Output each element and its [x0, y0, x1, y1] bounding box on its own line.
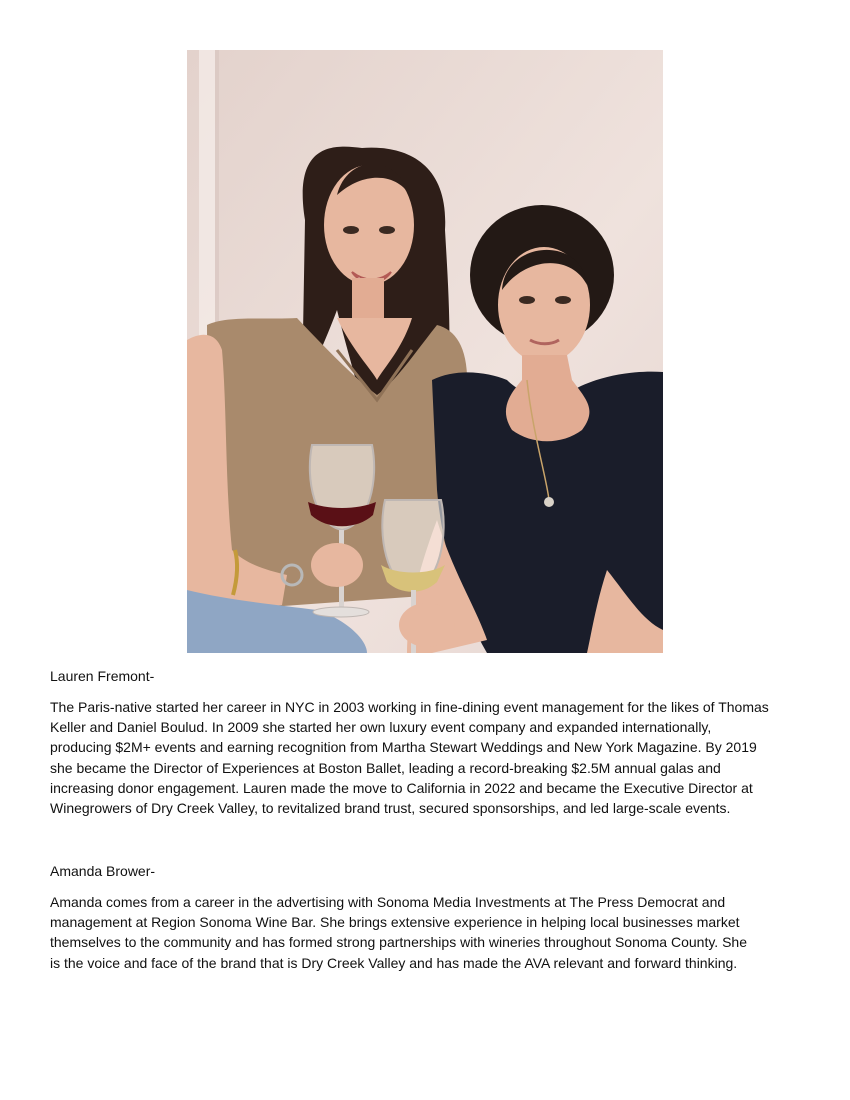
bio-paragraph-lauren — [50, 697, 800, 818]
bio-paragraph-amanda — [50, 892, 800, 973]
person-name-lauren: Lauren Fremont- — [50, 668, 155, 684]
portrait-illustration — [187, 50, 663, 653]
bio-line: she became the Director of Experiences at Boston Ballet, leading a record-breaking $2.5M annual galas and — [50, 759, 721, 776]
bio-line: themselves to the community and has formed strong partnerships with wineries throughout Sonoma County. She — [50, 934, 747, 951]
bio-line: increasing donor engagement. Lauren made the move to California in 2022 and became the Executive Director at — [50, 779, 753, 796]
bio-line: Winegrowers of Dry Creek Valley, to revitalized brand trust, secured sponsorships, and led large-scale events. — [50, 800, 731, 817]
person-name-amanda: Amanda Brower- — [50, 863, 156, 879]
bio-line: is the voice and face of the brand that is Dry Creek Valley and has made the AVA relevant and forward thinking. — [50, 954, 738, 971]
bio-line: Keller and Daniel Boulud. In 2009 she started her own luxury event company and expanded internationally, — [50, 719, 712, 736]
bio-line: The Paris-native started her career in NYC in 2003 working in fine-dining event management for the likes of Thomas — [50, 699, 769, 715]
bio-line: producing $2M+ events and earning recognition from Martha Stewart Weddings and New York Magazine. By 2019 — [50, 739, 757, 756]
bio-line: Amanda comes from a career in the advertising with Sonoma Media Investments at The Press Democrat and — [50, 894, 726, 910]
bio-line: management at Region Sonoma Wine Bar. She brings extensive experience in helping local businesses market — [50, 914, 740, 931]
portrait-photo — [187, 50, 663, 653]
